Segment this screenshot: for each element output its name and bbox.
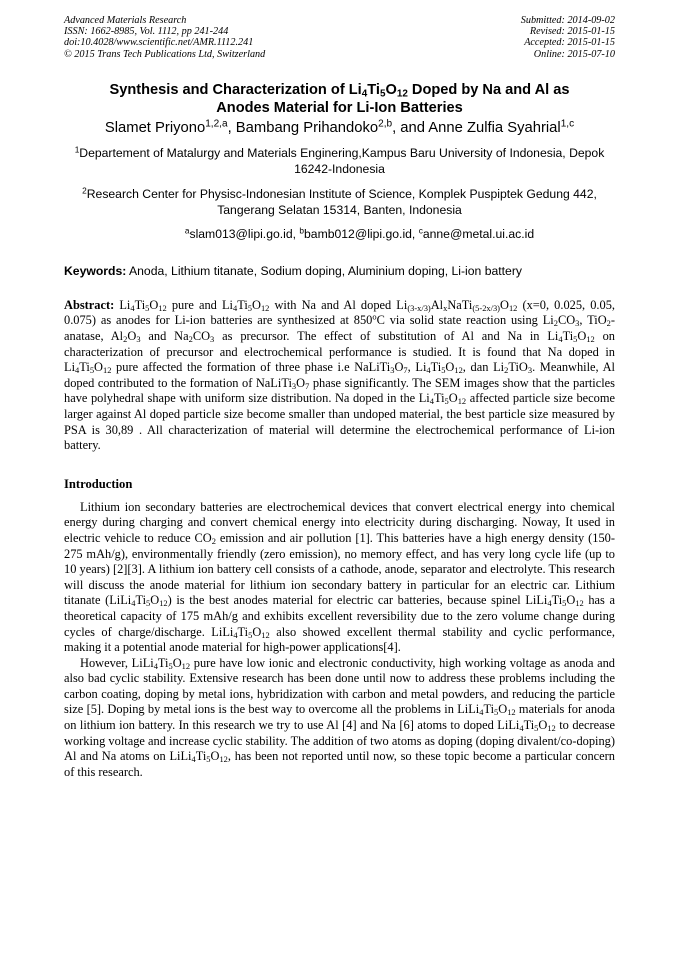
abstract-text: O	[251, 297, 261, 312]
intro-sub: 4	[153, 660, 158, 671]
title-line-1	[64, 81, 615, 99]
intro-sub: 5	[146, 598, 151, 609]
intro-sub: 12	[181, 660, 191, 671]
keywords	[64, 263, 615, 279]
abstract-text: , TiO	[579, 313, 607, 328]
email-link[interactable]: bamb012@lipi.go.id,	[304, 226, 419, 241]
title-sub: 4	[361, 88, 368, 100]
abstract-sub: 12	[586, 334, 595, 345]
affil-mark: 1	[74, 144, 80, 155]
abstract-sub: 2	[504, 365, 509, 376]
abstract-sub: x	[443, 302, 448, 313]
abstract-sub: 12	[508, 302, 518, 313]
intro-text: Lithium ion secondary batteries are electrochemical devices that convert electrical energy into chemical energy during charging and convert chemical energy into electricity during discharging. Noway, It used in electric vehicle to reduce CO	[64, 499, 615, 545]
affiliation-1	[64, 145, 615, 177]
keywords-label: Keywords:	[64, 263, 127, 278]
title-line-2: Anodes Material for Li-Ion Batteries	[216, 99, 463, 116]
intro-text: Ti	[237, 624, 249, 639]
intro-sub: 5	[534, 723, 539, 734]
abstract-text: O	[577, 329, 587, 343]
intro-text: Li	[468, 702, 480, 717]
abstract-text: Ti	[237, 297, 248, 312]
intro-sub: 5	[248, 629, 253, 640]
intro-text: Li	[180, 749, 192, 764]
abstract-sub: 3	[291, 380, 297, 391]
abstract-sub: 12	[102, 365, 112, 376]
intro-sub: 4	[233, 629, 238, 640]
affiliation-2-line-1	[64, 186, 615, 202]
abstract-text: Ti	[134, 297, 146, 312]
abstract-text: on characterization of precursor and electrochemical performance is studied. It is found that Na doped in Li	[64, 329, 615, 375]
abstract-text: CO	[192, 329, 211, 343]
intro-sub: 12	[261, 629, 270, 640]
title-text: Synthesis and Characterization of Li	[109, 81, 362, 98]
accepted-date: Accepted: 2015-01-15	[524, 37, 615, 49]
intro-text: However, Li	[80, 655, 143, 670]
abstract-text: O	[94, 360, 103, 375]
abstract-sub: 4	[75, 365, 80, 376]
abstract-text: O	[394, 360, 404, 375]
abstract-text: , Li	[407, 360, 427, 375]
intro-sub: 2	[211, 536, 216, 547]
author-name: Slamet Priyono	[104, 119, 206, 136]
online-date: Online: 2015-07-10	[533, 48, 615, 60]
email-mark: b	[299, 225, 305, 236]
abstract-text: with Na and Al doped Li	[269, 297, 408, 312]
abstract	[64, 298, 615, 454]
abstract-sub: 12	[454, 365, 463, 376]
affil-mark: 2	[82, 185, 87, 196]
abstract-text: C via solid state reaction using Li	[376, 313, 554, 328]
revised-date: Revised: 2015-01-15	[529, 26, 615, 38]
intro-sub: 4	[479, 707, 484, 718]
author-affil-mark: 2,b	[378, 118, 393, 130]
abstract-sub: 5	[89, 365, 95, 376]
abstract-sub: 12	[158, 302, 167, 313]
intro-sub: 12	[575, 598, 584, 609]
abstract-text: as precursor. The effect of substitution of Al and Na in Li	[214, 329, 559, 343]
intro-text: O	[498, 702, 508, 717]
title-sub: 5	[379, 88, 386, 100]
abstract-sub: 5	[441, 365, 446, 376]
abstract-sub: 12	[457, 396, 467, 407]
abstract-text: . Meanwhile, Al doped contributed to the formation of NaLiTi	[64, 360, 615, 390]
abstract-sub: 2	[123, 334, 128, 345]
abstract-sub: 7	[305, 380, 310, 391]
abstract-sub: 5	[573, 334, 578, 345]
intro-text: Ti	[483, 702, 495, 717]
affiliation-1-line-1	[64, 145, 615, 161]
abstract-sub: 4	[429, 396, 434, 407]
abstract-text: O	[448, 391, 458, 406]
abstract-text: pure affected the formation of three phase i.e NaLiTi	[111, 360, 391, 375]
author-affil-mark: 1,c	[560, 118, 575, 130]
intro-text: O	[538, 718, 548, 733]
abstract-text: Ti	[562, 329, 574, 343]
email-link[interactable]: slam013@lipi.go.id,	[189, 226, 300, 241]
abstract-sub: 5	[247, 302, 252, 313]
title-text: Doped by Na and Al as	[407, 81, 570, 98]
intro-paragraph-2	[64, 656, 615, 781]
intro-paragraph-1	[64, 500, 615, 656]
abstract-sub: 7	[403, 365, 408, 376]
abstract-label: Abstract:	[64, 297, 115, 312]
issn: ISSN: 1662-8985, Vol. 1112, pp 241-244	[64, 26, 229, 38]
intro-text: also showed excellent thermal stability and cyclic performance, making it a potential anode material for high-power applications[4].	[64, 624, 616, 655]
abstract-sub: 2	[553, 318, 558, 329]
abstract-sub: 5	[145, 302, 150, 313]
intro-sub: 4	[131, 598, 136, 609]
abstract-text: NaTi	[447, 297, 473, 312]
intro-sub: 12	[547, 723, 556, 734]
title-sub: 12	[396, 88, 408, 100]
intro-text: has a theoretical capacity of 175 mAh/g and exhibits excellent reversibility due to the zero volume change during cycles of charge/discharge. Li	[64, 593, 615, 639]
intro-text: O	[566, 593, 576, 608]
abstract-sub: 4	[426, 365, 431, 376]
paper-title	[64, 81, 615, 117]
intro-text: O	[150, 593, 160, 608]
abstract-text: (x=0, 0.025, 0.05, 0.075) as anodes for Li-ion batteries are synthesized at 850	[64, 297, 616, 328]
abstract-sub: (3-x/3)	[407, 302, 431, 313]
intro-text: Li	[142, 655, 154, 670]
intro-text: Ti	[195, 749, 207, 764]
intro-sub: 5	[168, 660, 173, 671]
intro-text: Ti	[135, 593, 147, 608]
intro-text: Li	[222, 624, 234, 639]
intro-text: materials for anoda on lithium ion battery. In this research we try to use Al [4] and Na [6] atoms to doped Li	[64, 702, 615, 733]
abstract-sub: 5	[444, 396, 449, 407]
intro-text: Li	[508, 718, 520, 733]
intro-text: Li	[120, 593, 132, 608]
intro-text: to decrease working voltage and increase cyclic stability. The addition of two atoms as doping (doping divalent/co-doping) Al and Na atoms on Li	[64, 718, 615, 764]
copyright: © 2015 Trans Tech Publications Ltd, Switzerland	[64, 48, 266, 60]
abstract-text: , dan Li	[462, 360, 505, 375]
abstract-text: pure and Li	[166, 297, 233, 312]
abstract-sub: (5-2x/3)	[472, 302, 500, 313]
abstract-text: Ti	[433, 391, 445, 406]
affil-text: Research Center for Physisc-Indonesian Institute of Science, Komplek Puspiptek Gedung 442,	[86, 186, 597, 201]
abstract-sub: 3	[136, 334, 141, 345]
intro-sub: 4	[519, 723, 524, 734]
title-text: O	[385, 81, 397, 98]
intro-sub: 5	[206, 754, 211, 765]
journal-info	[64, 15, 265, 60]
abstract-text: Al	[430, 297, 444, 312]
author-list	[64, 119, 615, 137]
abstract-sub: 3	[210, 334, 215, 345]
affiliation-2	[64, 186, 615, 218]
author-affil-mark: 1,2,a	[205, 118, 228, 130]
intro-sub: 4	[547, 598, 552, 609]
intro-text: Ti	[157, 655, 169, 670]
publication-metadata	[64, 15, 615, 60]
abstract-text: O	[445, 360, 455, 375]
abstract-text: phase significantly. The SEM images show that the particles have polyhedral shape with uniform size distribution. Na doped in the Li	[64, 375, 615, 406]
abstract-text: O	[149, 297, 159, 312]
author-name: , and Anne Zulfia Syahrial	[392, 119, 561, 136]
intro-sub: 5	[562, 598, 567, 609]
affiliation-1-line-2: 16242-Indonesia	[294, 161, 385, 176]
abstract-sub: 3	[575, 318, 580, 329]
abstract-text: affected particle size become larger against Al doped particle size become smaller than undoped material, the best particle size measured by PSA is 30,89 . All characterization of material will determine the electrochemical performance of Li-ion battery.	[64, 391, 615, 453]
affiliation-2-line-2: Tangerang Selatan 15314, Banten, Indonesia	[217, 202, 462, 217]
abstract-sub: 2	[606, 318, 611, 329]
intro-text: Li	[536, 593, 548, 608]
abstract-sub: 12	[260, 302, 270, 313]
abstract-text: -anatase, Al	[64, 313, 616, 343]
abstract-text: Ti	[430, 360, 442, 375]
email-link[interactable]: anne@metal.ui.ac.id	[422, 226, 535, 241]
abstract-sub: 4	[232, 302, 238, 313]
section-heading-introduction: Introduction	[64, 476, 133, 491]
intro-sub: 4	[191, 754, 196, 765]
intro-text: emission and air pollution [1]. This batteries have a high energy density (150-275 mAh/g), environmentally friendly (zero emission), no memory effect, and has very long cycle life (up to 10 years) [2][3]. A lithium ion battery cell consists of a cathode, anode, separator and electrolyte. This research will discuss the anode material for lithium ion secondary battery in particular for an electric car. Lithium titanate (Li	[64, 530, 616, 608]
intro-text: Ti	[551, 593, 563, 608]
abstract-text: and Na	[140, 329, 189, 343]
abstract-sub: 2	[188, 334, 193, 345]
dates-info	[521, 15, 615, 60]
title-text: Ti	[367, 81, 380, 98]
abstract-sup: o	[372, 311, 377, 322]
author-emails	[64, 226, 615, 242]
abstract-sub: 4	[558, 334, 563, 345]
intro-sub: 12	[507, 707, 516, 718]
intro-text: O	[172, 655, 182, 670]
submitted-date: Submitted: 2014-09-02	[520, 15, 615, 26]
intro-text: ) is the best anodes material for electric car batteries, because spinel Li	[167, 593, 537, 608]
abstract-text: TiO	[508, 360, 528, 375]
intro-sub: 12	[219, 754, 228, 765]
abstract-sub: 4	[130, 302, 135, 313]
keywords-text: Anoda, Lithium titanate, Sodium doping, Aluminium doping, Li-ion battery	[126, 263, 522, 278]
author-name: , Bambang Prihandoko	[227, 119, 379, 136]
intro-sub: 5	[494, 707, 499, 718]
abstract-text: Ti	[79, 360, 90, 375]
intro-sub: 12	[159, 598, 168, 609]
abstract-text: O	[499, 297, 509, 312]
journal-name: Advanced Materials Research	[64, 15, 187, 26]
abstract-text: O	[296, 375, 306, 390]
abstract-sub: 3	[390, 365, 395, 376]
intro-text: O	[210, 749, 220, 764]
abstract-text: CO	[557, 313, 576, 328]
doi: doi:10.4028/www.scientific.net/AMR.1112.241	[64, 37, 254, 49]
email-mark: c	[418, 225, 423, 236]
intro-text: pure have low ionic and electronic conductivity, high working voltage as anoda and also bad cyclic stability. Extensive research has been done until now to address these problems including the carbon coating, doping by metal ions, hybridization with carbon and metal powders, and reducing the particle size [5]. Doping by metal ions is the best way to overcome all the problems in Li	[64, 655, 615, 717]
email-mark: a	[184, 225, 190, 236]
abstract-text: Li	[114, 297, 131, 312]
intro-text: O	[252, 624, 262, 639]
intro-text: , has been not reported until now, so these topic become a particular concern of this research.	[64, 749, 615, 779]
affil-text: Departement of Matalurgy and Materials Enginering,Kampus Baru University of Indonesia, Depok	[79, 145, 605, 160]
abstract-text: O	[127, 329, 137, 343]
abstract-sub: 3	[527, 365, 533, 376]
intro-text: Ti	[523, 718, 535, 733]
